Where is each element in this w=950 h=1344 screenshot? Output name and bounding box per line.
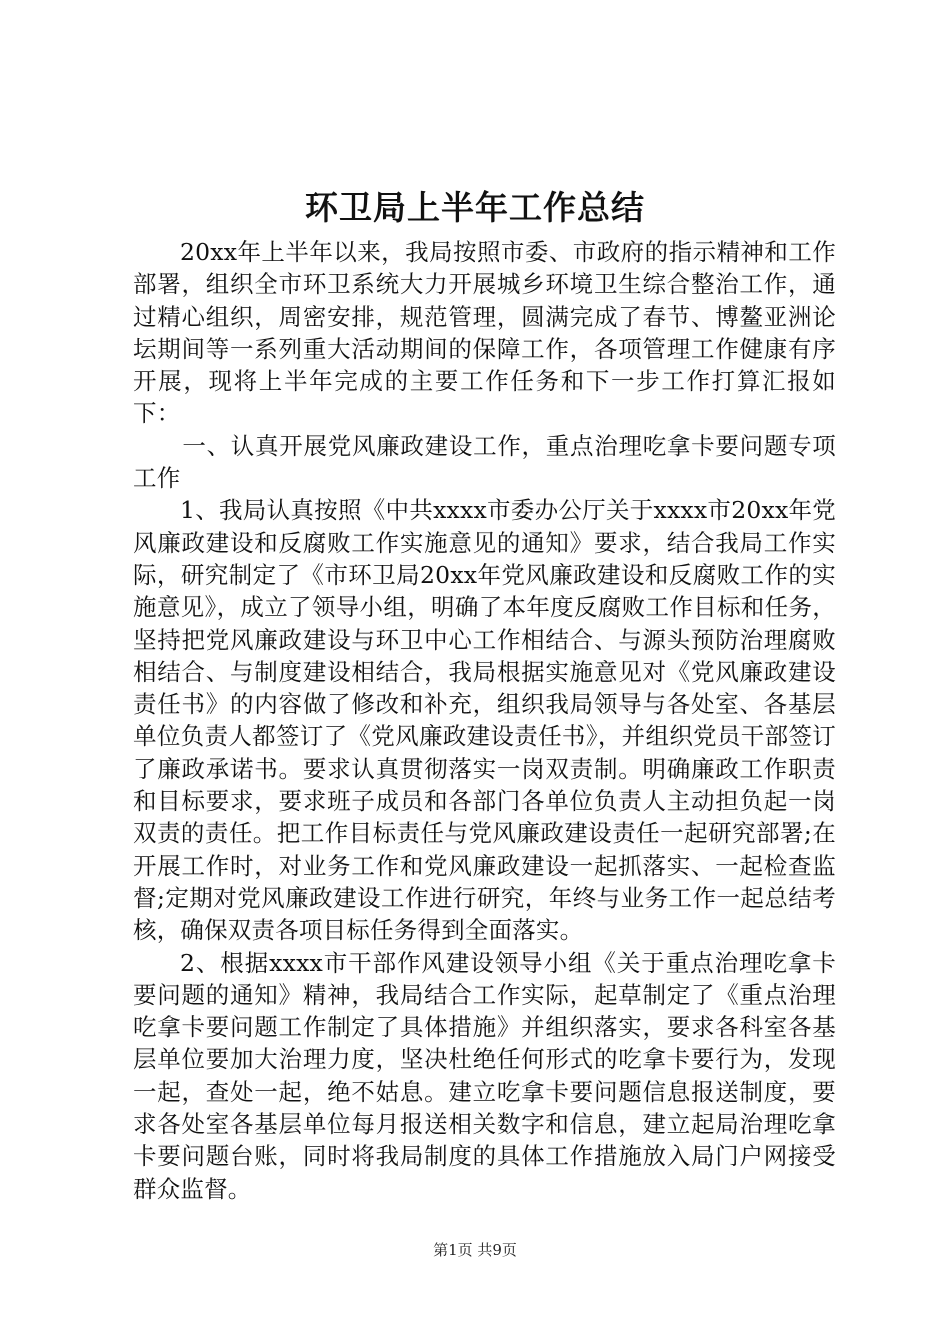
page-title: 环卫局上半年工作总结 [305,188,645,227]
page-footer: 第1页 共9页 [433,1241,517,1259]
section-heading: 一、认真开展党风廉政建设工作，重点治理吃拿卡要问题专项工作 [133,431,836,493]
body-paragraph-2: 2、根据xxxx市干部作风建设领导小组《关于重点治理吃拿卡要问题的通知》精神，我局结合工作实际，起草制定了《重点治理吃拿卡要问题工作制定了具体措施》并组织落实，要求各科室各基层单位要加大治理力度，坚决杜绝任何形式的吃拿卡要行为，发现一起，查处一起，绝不姑息。建立吃拿卡要问题信息报送制度，要求各处室各基层单位每月报送相关数字和信息，建立起局治理吃拿卡要问题台账，同时将我局制度的具体工作措施放入局门户网接受群众监督。 [133,948,836,1203]
body-paragraph-1: 1、我局认真按照《中共xxxx市委办公厅关于xxxx市20xx年党风廉政建设和反腐败工作实施意见的通知》要求，结合我局工作实际，研究制定了《市环卫局20xx年党风廉政建设和反腐败工作的实施意见》，成立了领导小组，明确了本年度反腐败工作目标和任务，坚持把党风廉政建设与环卫中心工作相结合、与源头预防治理腐败相结合、与制度建设相结合，我局根据实施意见对《党风廉政建设责任书》的内容做了修改和补充，组织我局领导与各处室、各基层单位负责人都签订了《党风廉政建设责任书》，并组织党员干部签订了廉政承诺书。要求认真贯彻落实一岗双责制。明确廉政工作职责和目标要求，要求班子成员和各部门各单位负责人主动担负起一岗双责的责任。把工作目标责任与党风廉政建设责任一起研究部署;在开展工作时，对业务工作和党风廉政建设一起抓落实、一起检查监督;定期对党风廉政建设工作进行研究，年终与业务工作一起总结考核，确保双责各项目标任务得到全面落实。 [133,496,836,945]
intro-paragraph: 20xx年上半年以来，我局按照市委、市政府的指示精神和工作部署，组织全市环卫系统大力开展城乡环境卫生综合整治工作，通过精心组织，周密安排，规范管理，圆满完成了春节、博鳌亚洲论坛期间等一系列重大活动期间的保障工作，各项管理工作健康有序开展，现将上半年完成的主要工作任务和下一步工作打算汇报如下： [133,238,836,428]
document-body [133,236,836,1205]
